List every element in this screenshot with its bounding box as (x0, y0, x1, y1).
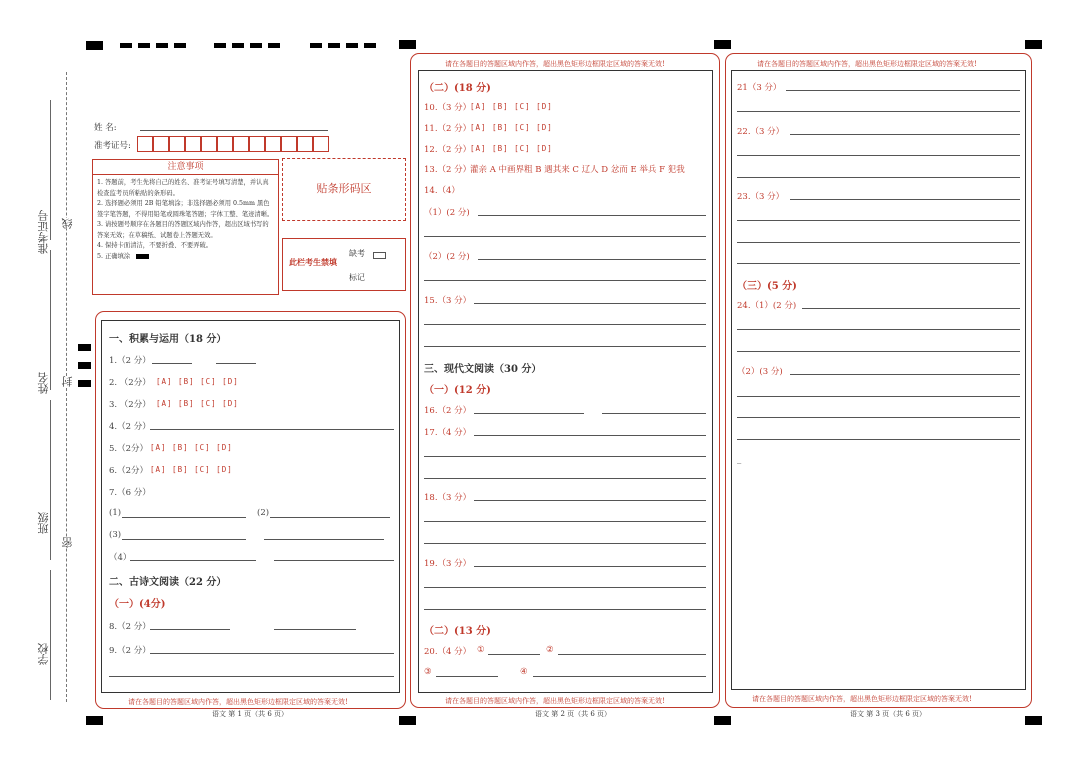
answer-line[interactable] (424, 609, 706, 610)
sub-question-label: (1) (109, 508, 122, 518)
position-mark (399, 716, 416, 725)
page-footer: 语文 第 2 页（共 6 页） (535, 710, 612, 718)
answer-line[interactable] (478, 259, 706, 260)
choice-options[interactable]: [A] [B] [C] [D] (150, 465, 233, 474)
seal-text: 密 (61, 537, 74, 548)
position-mark (250, 43, 262, 48)
question-label: 15.（3 分） (424, 296, 472, 306)
question-label: 8.（2 分） (109, 622, 151, 632)
answer-line[interactable] (424, 236, 706, 237)
answer-line[interactable] (474, 303, 706, 304)
position-mark (214, 43, 226, 48)
answer-line[interactable] (152, 363, 192, 364)
question-label: 24.（1）(2 分) (737, 301, 797, 311)
question-label: 10.（3 分） (424, 103, 472, 113)
answer-line[interactable] (790, 374, 1020, 375)
answer-line[interactable] (130, 560, 256, 561)
question-label: 17.（4 分） (424, 428, 472, 438)
answer-line[interactable] (109, 676, 394, 677)
blank-marker: ③ (424, 667, 432, 677)
absent-mark-box[interactable] (373, 252, 386, 259)
notice-item: 5. 正确填涂 (97, 252, 131, 260)
position-mark (364, 43, 376, 48)
answer-line[interactable] (474, 413, 584, 414)
question-label: 11.（2 分） (424, 124, 472, 134)
notice-item: 1. 答题前，考生先将自己的姓名、准考证号填写清楚，并认真检查监考员所粘贴的条形码。 (97, 179, 269, 197)
section-title: 三、现代文阅读（30 分） (424, 364, 542, 375)
sentence-break-options[interactable]: 灌亲 A 中画界粗 B 遇其来 C 辽人 D 忿而 E 举兵 F 犯我 (470, 165, 685, 175)
answer-line[interactable] (533, 676, 706, 677)
answer-line[interactable] (737, 417, 1020, 418)
answer-line[interactable] (216, 363, 256, 364)
subsection-title: （二）(18 分) (424, 83, 491, 94)
position-mark (714, 40, 731, 49)
answer-line[interactable] (737, 351, 1020, 352)
answer-line[interactable] (737, 396, 1020, 397)
boundary-warning: 请在各题目的答题区域内作答，超出黑色矩形边框限定区域的答案无效! (445, 60, 665, 68)
boundary-warning: 请在各题目的答题区域内作答，超出黑色矩形边框限定区域的答案无效! (752, 695, 972, 703)
subsection-title: （一）(12 分) (424, 385, 491, 396)
mark-label: 标记 (349, 273, 365, 282)
position-mark (138, 43, 150, 48)
position-mark (268, 43, 280, 48)
position-mark (156, 43, 168, 48)
position-mark (232, 43, 244, 48)
binding-class-label: 班级 (37, 512, 50, 534)
choice-options[interactable]: [A] [B] [C] [D] (156, 377, 239, 386)
position-mark (1025, 716, 1042, 725)
barcode-label: 贴条形码区 (316, 182, 372, 195)
question-label: 3. （2分） (109, 400, 151, 410)
question-label: 13.（2 分） (424, 165, 472, 175)
section-title: 二、古诗文阅读（22 分） (109, 577, 227, 588)
position-mark (174, 43, 186, 48)
sub-question-label: (2) (257, 508, 270, 518)
blank-marker: ① (477, 645, 485, 655)
choice-options[interactable]: [A] [B] [C] [D] (150, 443, 233, 452)
page-footer: 语文 第 1 页（共 6 页） (212, 710, 289, 718)
answer-line[interactable] (737, 155, 1020, 156)
question-label: 22.（3 分） (737, 127, 785, 137)
binding-fill-line (50, 570, 51, 700)
answer-line[interactable] (737, 177, 1020, 178)
position-mark (399, 40, 416, 49)
answer-line[interactable] (424, 280, 706, 281)
answer-inner-page3 (731, 70, 1026, 690)
answer-line[interactable] (737, 329, 1020, 330)
boundary-warning: 请在各题目的答题区域内作答，超出黑色矩形边框限定区域的答案无效! (757, 60, 977, 68)
answer-line[interactable] (424, 346, 706, 347)
answer-line[interactable] (474, 435, 706, 436)
boundary-warning: 请在各题目的答题区域内作答，超出黑色矩形边框限定区域的答案无效! (445, 697, 665, 705)
page-footer: 语文 第 3 页（共 6 页） (850, 710, 927, 718)
choice-options[interactable]: [A] [B] [C] [D] (470, 144, 553, 153)
answer-line[interactable] (474, 500, 706, 501)
answer-line[interactable] (424, 478, 706, 479)
stray-mark: _ (737, 455, 742, 465)
question-label: 23.（3 分） (737, 192, 785, 202)
answer-line[interactable] (790, 134, 1020, 135)
binding-fill-line (50, 250, 51, 390)
blank-marker: ② (546, 645, 554, 655)
question-label: 9.（2 分） (109, 646, 151, 656)
answer-line[interactable] (424, 587, 706, 588)
sub-question-label: （4） (109, 553, 132, 563)
question-label: 5.（2分） (109, 444, 149, 454)
choice-options[interactable]: [A] [B] [C] [D] (470, 102, 553, 111)
seal-text: 线 (61, 218, 74, 229)
position-mark (346, 43, 358, 48)
question-label: 16.（2 分） (424, 406, 472, 416)
answer-line[interactable] (602, 413, 706, 414)
boundary-warning: 请在各题目的答题区域内作答，超出黑色矩形边框限定区域的答案无效! (128, 698, 348, 706)
position-mark (1025, 40, 1042, 49)
barcode-area (282, 158, 406, 221)
answer-line[interactable] (274, 629, 356, 630)
notice-item: 4. 保持卡面清洁，不要折叠、不要弄破。 (97, 242, 213, 249)
answer-line[interactable] (424, 543, 706, 544)
answer-line[interactable] (264, 539, 384, 540)
position-mark (714, 716, 731, 725)
sub-question-label: (3) (109, 530, 122, 540)
position-mark (78, 344, 91, 351)
section-title: 一、积累与运用（18 分） (109, 334, 227, 345)
answer-line[interactable] (270, 517, 390, 518)
answer-line[interactable] (150, 629, 230, 630)
question-label: 14.（4） (424, 186, 460, 196)
subsection-title: （二）(13 分) (424, 626, 491, 637)
question-label: 2. （2分） (109, 378, 151, 388)
answer-line[interactable] (790, 199, 1020, 200)
exam-no-grid[interactable] (137, 136, 329, 154)
seal-text: 封 (61, 376, 74, 387)
name-field[interactable] (140, 130, 328, 131)
answer-line[interactable] (474, 566, 706, 567)
answer-line[interactable] (802, 308, 1020, 309)
sub-question-label: （2）(3 分) (737, 367, 783, 377)
answer-line[interactable] (274, 560, 394, 561)
binding-dashed-line (66, 72, 67, 702)
question-label: 4.（2 分） (109, 422, 151, 432)
subsection-title: （三）(5 分) (737, 281, 797, 292)
notice-item: 3. 请按题号顺序在各题目的答题区域内作答，超出区域书写的答案无效；在草稿纸、试题卷上答题无效。 (97, 221, 269, 239)
binding-name-label: 姓名 (37, 372, 50, 394)
binding-exam-no-label: 准考证号 (37, 210, 50, 254)
answer-line[interactable] (150, 429, 394, 430)
choice-options[interactable]: [A] [B] [C] [D] (156, 399, 239, 408)
binding-school-label: 学校 (37, 643, 50, 665)
answer-line[interactable] (424, 324, 706, 325)
answer-line[interactable] (122, 539, 246, 540)
answer-line[interactable] (737, 263, 1020, 264)
question-label: 19.（3 分） (424, 559, 472, 569)
sub-question-label: （2）(2 分) (424, 252, 470, 262)
choice-options[interactable]: [A] [B] [C] [D] (470, 123, 553, 132)
notice-title: 注意事项 (93, 160, 278, 175)
answer-line[interactable] (150, 653, 394, 654)
exam-no-label: 准考证号: (94, 141, 131, 151)
answer-line[interactable] (558, 654, 706, 655)
answer-line[interactable] (737, 111, 1020, 112)
answer-line[interactable] (478, 215, 706, 216)
answer-line[interactable] (424, 521, 706, 522)
answer-line[interactable] (786, 90, 1020, 91)
position-mark (78, 362, 91, 369)
answer-line[interactable] (737, 242, 1020, 243)
answer-line[interactable] (737, 439, 1020, 440)
position-mark (328, 43, 340, 48)
answer-line[interactable] (488, 654, 540, 655)
question-label: 1.（2 分） (109, 356, 151, 366)
binding-fill-line (50, 400, 51, 560)
answer-line[interactable] (737, 220, 1020, 221)
subsection-title: （一）(4分) (109, 599, 166, 610)
position-mark (310, 43, 322, 48)
answer-line[interactable] (424, 456, 706, 457)
position-mark (86, 41, 103, 50)
position-mark (120, 43, 132, 48)
question-label: 20.（4 分） (424, 647, 472, 657)
fill-sample-mark (136, 254, 149, 259)
name-label: 姓 名: (94, 123, 117, 133)
absent-forbidden-label: 此栏考生禁填 (289, 257, 337, 267)
notice-item: 2. 选择题必须用 2B 铅笔填涂；非选择题必须用 0.5mm 黑色签字笔答题，不得用铅笔或圆珠笔答题；字体工整、笔迹清晰。 (97, 200, 274, 218)
question-label: 12.（2 分） (424, 145, 472, 155)
sub-question-label: （1）(2 分) (424, 208, 470, 218)
question-label: 21（3 分） (737, 83, 782, 93)
position-mark (78, 380, 91, 387)
answer-line[interactable] (122, 517, 246, 518)
question-label: 18.（3 分） (424, 493, 472, 503)
absent-label: 缺考 (349, 249, 365, 258)
absent-box (282, 238, 406, 291)
blank-marker: ④ (520, 667, 528, 677)
position-mark (86, 716, 103, 725)
question-label: 6.（2分） (109, 466, 149, 476)
answer-line[interactable] (436, 676, 498, 677)
notice-box (92, 159, 279, 295)
question-label: 7.（6 分） (109, 488, 151, 498)
